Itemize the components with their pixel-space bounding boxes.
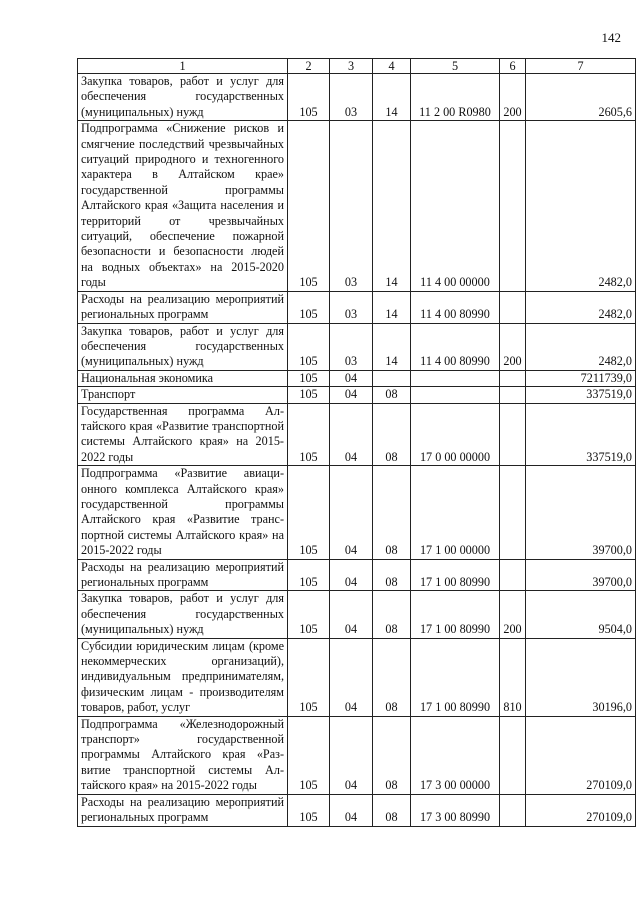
row-description: Подпрограмма «Железнодорожный транспорт» государственной программы Алтайского края «Развитие транспортной системы Алтайского края» на 2015-2022 годы [78, 716, 288, 794]
header-cell-4: 4 [373, 59, 411, 74]
row-code-col3: 04 [330, 466, 373, 559]
row-code-col3: 03 [330, 323, 373, 370]
row-code-col6 [500, 794, 526, 826]
row-code-col6: 810 [500, 638, 526, 716]
row-amount: 7211739,0 [526, 370, 636, 386]
row-code-col4: 08 [373, 387, 411, 403]
row-code-col6 [500, 559, 526, 591]
row-amount: 2482,0 [526, 291, 636, 323]
row-code-col6: 200 [500, 323, 526, 370]
row-code-col2: 105 [288, 466, 330, 559]
table-row [78, 74, 636, 121]
row-code-col4: 14 [373, 121, 411, 291]
row-amount: 39700,0 [526, 466, 636, 559]
row-code-col2: 105 [288, 74, 330, 121]
row-code-col5 [411, 387, 500, 403]
row-code-col5: 17 1 00 00000 [411, 466, 500, 559]
row-code-col5: 17 1 00 80990 [411, 559, 500, 591]
row-code-col3: 03 [330, 121, 373, 291]
row-code-col6 [500, 121, 526, 291]
row-amount: 30196,0 [526, 638, 636, 716]
row-code-col5: 17 1 00 80990 [411, 591, 500, 638]
row-code-col5 [411, 370, 500, 386]
table-row [78, 291, 636, 323]
row-code-col4: 08 [373, 403, 411, 466]
row-code-col2: 105 [288, 403, 330, 466]
header-cell-3: 3 [330, 59, 373, 74]
table-row [78, 370, 636, 386]
row-code-col2: 105 [288, 323, 330, 370]
row-code-col5: 11 4 00 00000 [411, 121, 500, 291]
header-cell-7: 7 [526, 59, 636, 74]
row-description: Государственная программа Алтайского края «Развитие транспортной системы Алтайского края» на 2015-2022 годы [78, 403, 288, 466]
row-amount: 2605,6 [526, 74, 636, 121]
row-amount: 270109,0 [526, 716, 636, 794]
row-amount: 2482,0 [526, 121, 636, 291]
row-code-col5: 11 2 00 R0980 [411, 74, 500, 121]
row-code-col2: 105 [288, 291, 330, 323]
table-row [78, 716, 636, 794]
row-code-col4: 08 [373, 716, 411, 794]
header-cell-2: 2 [288, 59, 330, 74]
table-row [78, 403, 636, 466]
row-code-col2: 105 [288, 716, 330, 794]
row-code-col3: 04 [330, 638, 373, 716]
row-description: Закупка товаров, работ и услуг для обеспечения государственных (муниципальных) нужд [78, 591, 288, 638]
row-code-col3: 04 [330, 387, 373, 403]
row-code-col5: 17 3 00 00000 [411, 716, 500, 794]
row-description: Закупка товаров, работ и услуг для обеспечения государственных (муниципальных) нужд [78, 74, 288, 121]
row-amount: 2482,0 [526, 323, 636, 370]
row-code-col3: 04 [330, 794, 373, 826]
row-code-col2: 105 [288, 794, 330, 826]
row-code-col2: 105 [288, 370, 330, 386]
row-code-col3: 04 [330, 591, 373, 638]
row-code-col6 [500, 466, 526, 559]
row-code-col4: 08 [373, 559, 411, 591]
row-description: Национальная экономика [78, 370, 288, 386]
row-code-col2: 105 [288, 638, 330, 716]
row-code-col6 [500, 403, 526, 466]
row-code-col3: 04 [330, 559, 373, 591]
row-description: Закупка товаров, работ и услуг для обеспечения государственных (муниципальных) нужд [78, 323, 288, 370]
row-code-col2: 105 [288, 559, 330, 591]
row-code-col3: 03 [330, 291, 373, 323]
row-description: Транспорт [78, 387, 288, 403]
row-code-col6: 200 [500, 591, 526, 638]
table-row [78, 794, 636, 826]
header-cell-1: 1 [78, 59, 288, 74]
row-code-col4: 14 [373, 323, 411, 370]
header-cell-5: 5 [411, 59, 500, 74]
row-code-col6 [500, 370, 526, 386]
row-amount: 337519,0 [526, 387, 636, 403]
row-code-col6 [500, 387, 526, 403]
row-amount: 9504,0 [526, 591, 636, 638]
table-row [78, 323, 636, 370]
row-description: Субсидии юридическим лицам (кроме некоммерческих организаций), индивидуальным предпринимателям, физическим лицам - производителям товаров, работ, услуг [78, 638, 288, 716]
row-code-col5: 17 3 00 80990 [411, 794, 500, 826]
row-code-col2: 105 [288, 387, 330, 403]
row-code-col5: 17 0 00 00000 [411, 403, 500, 466]
page-number: 142 [601, 30, 621, 45]
row-description: Подпрограмма «Снижение рисков и смягчение последствий чрезвычайных ситуаций природного и техногенного характера в Алтайском крае» государственной программы Алтайского края «Защита населения и территорий от чрезвычайных ситуаций, обеспечение пожарной безопасности и безопасности людей на водных объектах» на 2015-2020 годы [78, 121, 288, 291]
row-code-col6: 200 [500, 74, 526, 121]
table-row [78, 591, 636, 638]
row-description: Расходы на реализацию мероприятий региональных программ [78, 291, 288, 323]
row-description: Расходы на реализацию мероприятий региональных программ [78, 559, 288, 591]
table-row [78, 559, 636, 591]
table-row [78, 387, 636, 403]
row-code-col5: 11 4 00 80990 [411, 323, 500, 370]
row-code-col5: 11 4 00 80990 [411, 291, 500, 323]
row-amount: 270109,0 [526, 794, 636, 826]
row-code-col4: 08 [373, 638, 411, 716]
row-code-col4: 08 [373, 794, 411, 826]
row-code-col5: 17 1 00 80990 [411, 638, 500, 716]
row-amount: 337519,0 [526, 403, 636, 466]
table-header-row [78, 59, 636, 74]
row-code-col3: 04 [330, 403, 373, 466]
table-row [78, 466, 636, 559]
row-code-col4: 14 [373, 291, 411, 323]
table-row [78, 121, 636, 291]
row-code-col6 [500, 291, 526, 323]
row-amount: 39700,0 [526, 559, 636, 591]
header-cell-6: 6 [500, 59, 526, 74]
row-code-col4 [373, 370, 411, 386]
row-code-col4: 08 [373, 466, 411, 559]
row-code-col3: 04 [330, 716, 373, 794]
row-code-col3: 03 [330, 74, 373, 121]
row-code-col2: 105 [288, 591, 330, 638]
row-code-col4: 08 [373, 591, 411, 638]
row-description: Расходы на реализацию мероприятий региональных программ [78, 794, 288, 826]
row-description: Подпрограмма «Развитие авиационного комплекса Алтайского края» государственной программы Алтайского края «Развитие транспортной системы Алтайского края» на 2015-2022 годы [78, 466, 288, 559]
table-row [78, 638, 636, 716]
row-code-col6 [500, 716, 526, 794]
row-code-col4: 14 [373, 74, 411, 121]
row-code-col2: 105 [288, 121, 330, 291]
row-code-col3: 04 [330, 370, 373, 386]
budget-table [77, 58, 636, 827]
